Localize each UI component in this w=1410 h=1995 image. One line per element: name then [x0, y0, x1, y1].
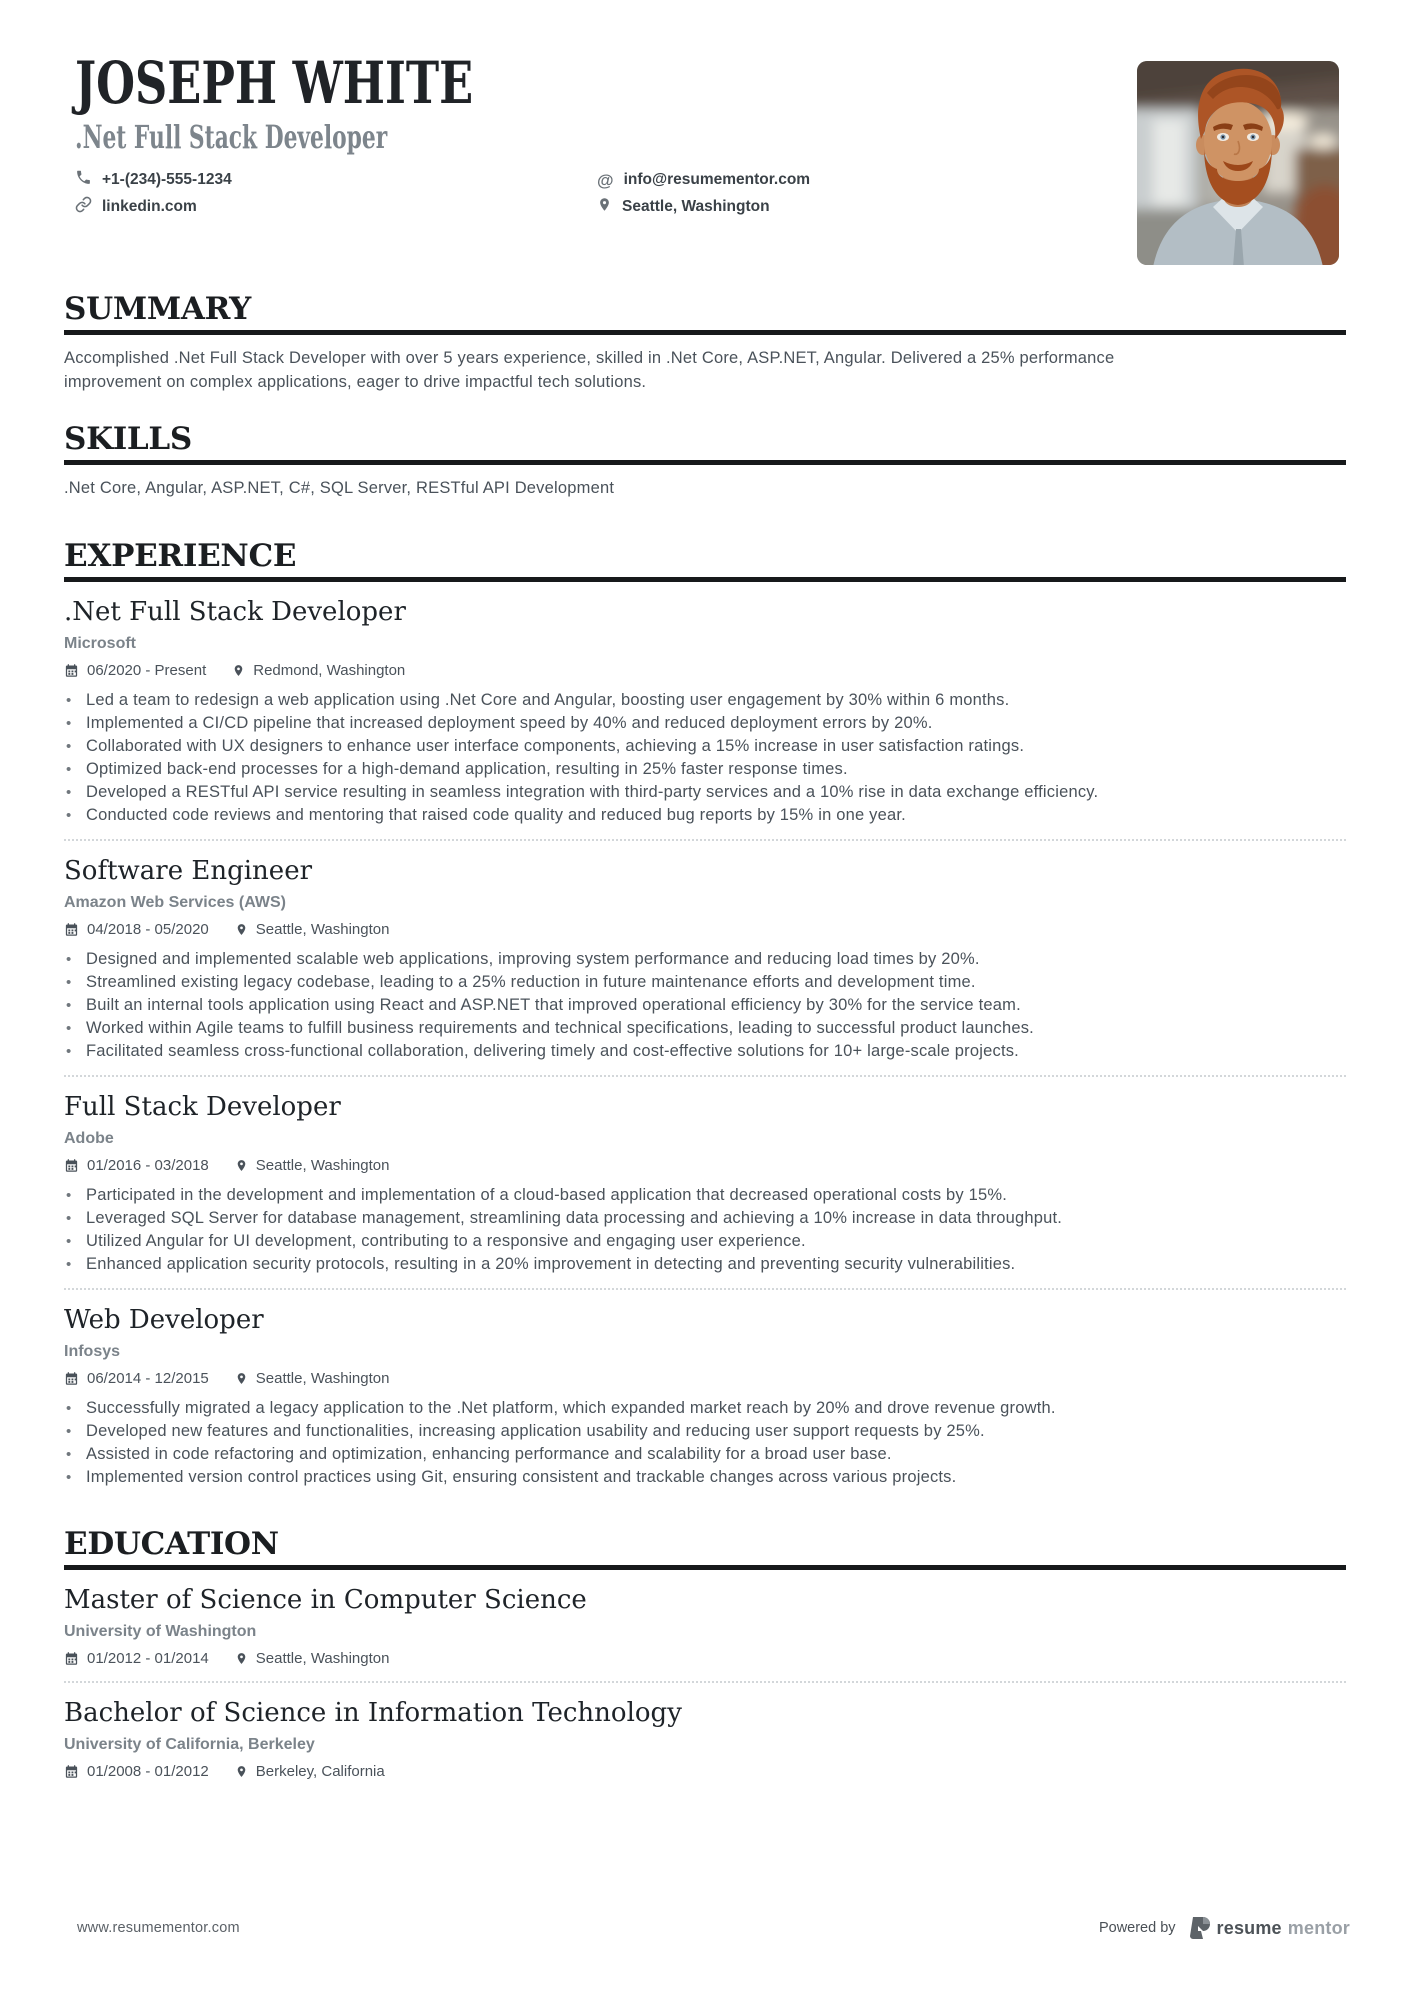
job-meta	[64, 1156, 1346, 1176]
school-name: University of California, Berkeley	[64, 1735, 315, 1753]
entry-separator	[64, 1075, 1346, 1077]
location-pin-icon	[235, 1371, 248, 1386]
degree-location-text: Seattle, Washington	[255, 1649, 390, 1667]
job-location-text: Redmond, Washington	[253, 661, 406, 679]
link-icon	[75, 196, 92, 218]
bullet-item: • Enhanced application security protocols, resulting in a 20% improvement in detecting and preventing security vulnerabilities.	[64, 1253, 1346, 1276]
section-summary	[64, 292, 1346, 394]
summary-text: Accomplished .Net Full Stack Developer with over 5 years experience, skilled in .Net Core, ASP.NET, Angular. Delivered a 25% performance improvement on complex applications, eager to drive impactful tech solutions.	[64, 349, 1115, 391]
at-icon: @	[597, 170, 614, 190]
contact-linkedin	[75, 196, 597, 218]
phone-number: +1-(234)-555-1234	[102, 171, 232, 188]
job-title: Full Stack Developer	[64, 1091, 341, 1122]
entry-separator	[64, 1681, 1346, 1683]
location-pin-icon	[232, 663, 245, 678]
location-pin-icon	[235, 1651, 248, 1666]
degree-title: Master of Science in Computer Science	[64, 1584, 587, 1615]
calendar-icon	[64, 1651, 79, 1666]
skills-heading: SKILLS	[64, 422, 1346, 465]
skills-text: .Net Core, Angular, ASP.NET, C#, SQL Server, RESTful API Development	[64, 479, 615, 497]
degree-dates	[64, 1649, 209, 1669]
bullet-item: • Worked within Agile teams to fulfill business requirements and technical specifications, leading to successful product launches.	[64, 1017, 1346, 1040]
company-name: Microsoft	[64, 634, 136, 652]
company-name: Infosys	[64, 1342, 121, 1360]
job-title-text: .Net Full Stack Developer	[75, 118, 388, 156]
education-entry	[64, 1697, 1346, 1782]
job-dates-text: 01/2016 - 03/2018	[87, 1156, 209, 1174]
job-bullets	[64, 1397, 1346, 1489]
profile-photo-illustration	[1137, 61, 1339, 265]
degree-location-text: Berkeley, California	[255, 1762, 385, 1780]
experience-entry	[64, 1091, 1346, 1290]
bullet-item: • Led a team to redesign a web application using .Net Core and Angular, boosting user engagement by 30% within 6 months.	[64, 689, 1346, 712]
job-meta	[64, 1369, 1346, 1389]
company-name: Adobe	[64, 1129, 114, 1147]
location-pin-icon	[235, 1158, 248, 1173]
location-pin-icon	[235, 922, 248, 937]
location-text: Seattle, Washington	[622, 198, 770, 215]
profile-photo	[1137, 61, 1339, 265]
person-name-text: JOSEPH WHITE	[75, 49, 474, 117]
degree-title: Bachelor of Science in Information Technology	[64, 1697, 682, 1728]
school-name: University of Washington	[64, 1622, 257, 1640]
job-location	[235, 1369, 390, 1389]
powered-by-block	[1099, 1916, 1350, 1940]
experience-entry	[64, 855, 1346, 1077]
footer-website-link[interactable]: www.resumementor.com	[77, 1920, 240, 1936]
calendar-icon	[64, 1158, 79, 1173]
job-location-text: Seattle, Washington	[255, 1156, 390, 1174]
location-pin-icon	[235, 1764, 248, 1779]
job-location-text: Seattle, Washington	[255, 920, 390, 938]
job-dates-text: 06/2014 - 12/2015	[87, 1369, 209, 1387]
bullet-item: • Successfully migrated a legacy application to the .Net platform, which expanded market reach by 20% and drove revenue growth.	[64, 1397, 1346, 1420]
bullet-item: • Optimized back-end processes for a high-demand application, resulting in 25% faster response times.	[64, 758, 1346, 781]
bullet-item: • Assisted in code refactoring and optimization, enhancing performance and scalability for a broad user base.	[64, 1443, 1346, 1466]
resume-content	[0, 292, 1410, 1782]
bullet-item: • Conducted code reviews and mentoring that raised code quality and reduced bug reports by 15% in one year.	[64, 804, 1346, 827]
job-bullets	[64, 948, 1346, 1063]
linkedin-link[interactable]: linkedin.com	[102, 198, 197, 215]
job-meta	[64, 661, 1346, 681]
section-skills	[64, 422, 1346, 501]
job-location	[235, 1156, 390, 1176]
job-title: Web Developer	[64, 1304, 264, 1335]
job-dates-text: 06/2020 - Present	[87, 661, 207, 679]
bullet-item: • Developed new features and functionalities, increasing application usability and reducing user support requests by 25%.	[64, 1420, 1346, 1443]
bullet-item: • Streamlined existing legacy codebase, leading to a 25% reduction in future maintenance efforts and development time.	[64, 971, 1346, 994]
company-name: Amazon Web Services (AWS)	[64, 893, 286, 911]
bullet-item: • Participated in the development and implementation of a cloud-based application that decreased operational costs by 15%.	[64, 1184, 1346, 1207]
degree-meta	[64, 1762, 1346, 1782]
job-bullets	[64, 1184, 1346, 1276]
calendar-icon	[64, 922, 79, 937]
resumementor-logo[interactable]	[1190, 1916, 1350, 1940]
job-dates	[64, 920, 209, 940]
entry-separator	[64, 1288, 1346, 1290]
bullet-item: • Leveraged SQL Server for database management, streamlining data processing and achieving a 10% increase in data throughput.	[64, 1207, 1346, 1230]
job-location	[232, 661, 405, 681]
bullet-item: • Facilitated seamless cross-functional collaboration, delivering timely and cost-effective solutions for 10+ large-scale projects.	[64, 1040, 1346, 1063]
experience-entry	[64, 1304, 1346, 1489]
job-dates-text: 04/2018 - 05/2020	[87, 920, 209, 938]
experience-heading: EXPERIENCE	[64, 539, 1346, 582]
job-title: .Net Full Stack Developer	[64, 596, 406, 627]
bullet-item: • Utilized Angular for UI development, contributing to a responsive and engaging user experience.	[64, 1230, 1346, 1253]
job-dates	[64, 1156, 209, 1176]
job-location-text: Seattle, Washington	[255, 1369, 390, 1387]
bullet-item: • Developed a RESTful API service resulting in seamless integration with third-party services and a 10% rise in data exchange efficiency.	[64, 781, 1346, 804]
brand-text-light: mentor	[1287, 1917, 1350, 1938]
bullet-item: • Designed and implemented scalable web applications, improving system performance and reducing load times by 20%.	[64, 948, 1346, 971]
bullet-item: • Implemented a CI/CD pipeline that increased deployment speed by 40% and reduced deployment errors by 20%.	[64, 712, 1346, 735]
job-dates	[64, 661, 206, 681]
degree-dates-text: 01/2008 - 01/2012	[87, 1762, 209, 1780]
phone-icon	[75, 169, 92, 191]
degree-location	[235, 1649, 390, 1669]
degree-dates-text: 01/2012 - 01/2014	[87, 1649, 209, 1667]
education-entry	[64, 1584, 1346, 1683]
degree-location	[235, 1762, 385, 1782]
calendar-icon	[64, 1764, 79, 1779]
calendar-icon	[64, 1371, 79, 1386]
job-meta	[64, 920, 1346, 940]
header	[0, 0, 1410, 220]
degree-dates	[64, 1762, 209, 1782]
section-experience	[64, 539, 1346, 1489]
contact-phone	[75, 169, 597, 191]
job-location	[235, 920, 390, 940]
bullet-item: • Collaborated with UX designers to enhance user interface components, achieving a 15% increase in user satisfaction ratings.	[64, 735, 1346, 758]
calendar-icon	[64, 663, 79, 678]
powered-by-label: Powered by	[1098, 1920, 1176, 1936]
footer	[77, 1916, 1350, 1940]
resumementor-logo-icon	[1190, 1916, 1211, 1940]
bullet-item: • Implemented version control practices using Git, ensuring consistent and trackable changes across various projects.	[64, 1466, 1346, 1489]
education-heading: EDUCATION	[64, 1527, 1346, 1570]
job-bullets	[64, 689, 1346, 827]
entry-separator	[64, 839, 1346, 841]
section-education	[64, 1527, 1346, 1782]
degree-meta	[64, 1649, 1346, 1669]
summary-heading: SUMMARY	[64, 292, 1346, 335]
job-title: Software Engineer	[64, 855, 313, 886]
job-dates	[64, 1369, 209, 1389]
location-pin-icon	[597, 196, 612, 218]
brand-text-bold: resume	[1216, 1917, 1282, 1938]
bullet-item: • Built an internal tools application using React and ASP.NET that improved operational efficiency by 30% for the service team.	[64, 994, 1346, 1017]
experience-entry	[64, 596, 1346, 841]
email-address[interactable]: info@resumementor.com	[623, 171, 811, 188]
